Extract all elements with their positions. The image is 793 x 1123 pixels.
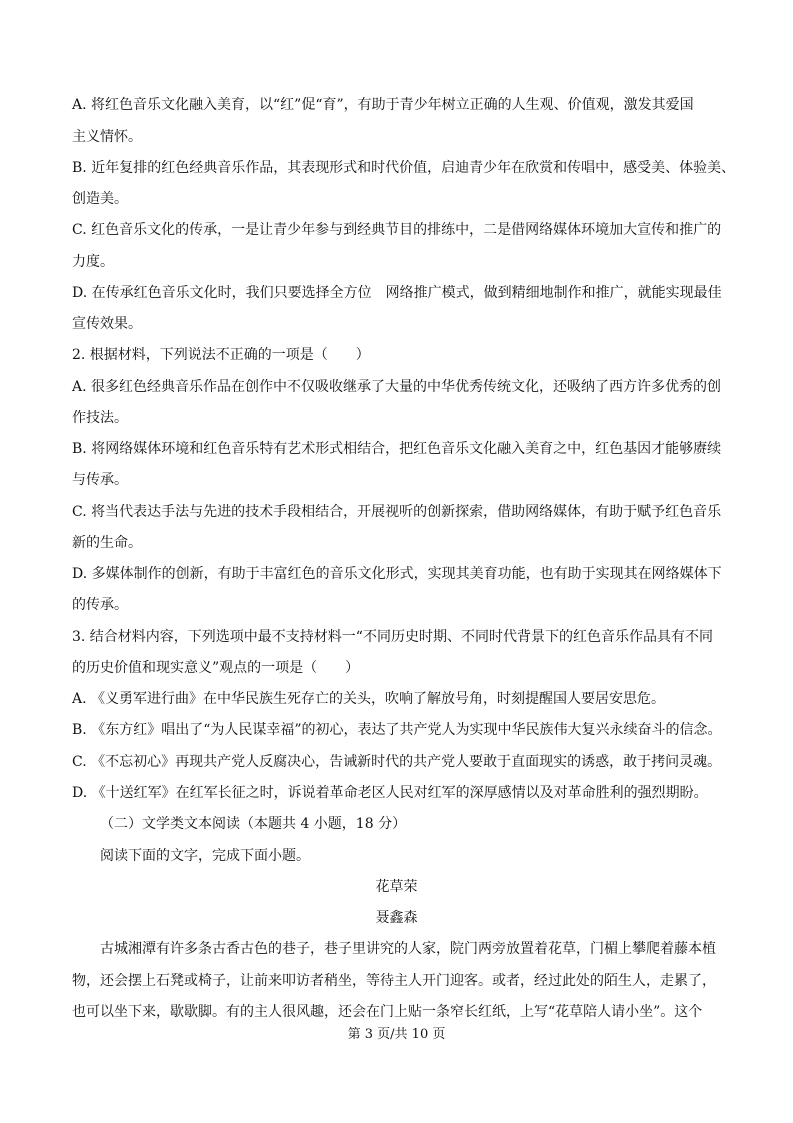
q3-option-a: A. 《义勇军进行曲》在中华民族生死存亡的关头，吹响了解放号角，时刻提醒国人要居安思危。 xyxy=(72,691,666,707)
story-paragraph-line2: 物，还会摆上石凳或椅子，让前来叩访者稍坐，等待主人开门迎客。或者，经过此处的陌生人，走累了， xyxy=(72,973,716,989)
q1-option-b-line2: 创造美。 xyxy=(72,191,128,207)
q3-stem-line2: 的历史价值和现实意义”观点的一项是（ ） xyxy=(72,660,360,676)
q2-stem: 2. 根据材料，下列说法不正确的一项是（ ） xyxy=(72,347,370,363)
q2-option-d-line1: D. 多媒体制作的创新，有助于丰富红色的音乐文化形式，实现其美育功能，也有助于实现其在网络媒体下 xyxy=(72,566,722,582)
story-title: 花草荣 xyxy=(375,879,418,895)
story-paragraph-line1: 古城湘潭有许多条古香古色的巷子，巷子里讲究的人家，院门两旁放置着花草，门楣上攀爬着藤本植 xyxy=(72,941,716,957)
q3-stem-line1: 3. 结合材料内容，下列选项中最不支持材料一“不同历史时期、不同时代背景下的红色音乐作品具有不同 xyxy=(72,629,713,645)
q1-option-d-line1: D. 在传承红色音乐文化时，我们只要选择全方位 网络推广模式，做到精细地制作和推广，就能实现最佳 xyxy=(72,285,722,301)
q1-option-c-line1: C. 红色音乐文化的传承，一是让青少年参与到经典节目的排练中，二是借网络媒体环境加大宣传和推广的 xyxy=(72,222,722,238)
q2-option-c-line2: 新的生命。 xyxy=(72,535,142,551)
q2-option-d-line2: 的传承。 xyxy=(72,597,128,613)
q1-option-b-line1: B. 近年复排的红色经典音乐作品，其表现形式和时代价值，启迪青少年在欣赏和传唱中，感受美、体验美、 xyxy=(72,160,736,176)
section-heading: （二）文学类文本阅读（本题共 4 小题，18 分） xyxy=(100,816,407,832)
section-instruction: 阅读下面的文字，完成下面小题。 xyxy=(100,848,310,864)
q3-option-d: D. 《十送红军》在红军长征之时，诉说着革命老区人民对红军的深厚感情以及对革命胜利的强烈期盼。 xyxy=(72,785,708,801)
story-author: 聂鑫森 xyxy=(375,910,418,926)
q2-option-c-line1: C. 将当代表达手法与先进的技术手段相结合，开展视听的创新探索，借助网络媒体，有助于赋予红色音乐 xyxy=(72,504,722,520)
story-paragraph-line3: 也可以坐下来，歇歇脚。有的主人很风趣，还会在门上贴一条窄长红纸，上写“花草陪人请小坐”。这个 xyxy=(72,1004,703,1020)
q3-option-c: C. 《不忘初心》再现共产党人反腐决心，告诫新时代的共产党人要敢于直面现实的诱惑，敢于拷问灵魂。 xyxy=(72,754,722,770)
q2-option-b-line2: 与传承。 xyxy=(72,472,128,488)
q2-option-a-line1: A. 很多红色经典音乐作品在创作中不仅吸收继承了大量的中华优秀传统文化，还吸纳了西方许多优秀的创 xyxy=(72,379,722,395)
q2-option-a-line2: 作技法。 xyxy=(72,410,128,426)
q1-option-d-line2: 宣传效果。 xyxy=(72,316,142,332)
q1-option-a-line2: 主义情怀。 xyxy=(72,129,142,145)
q1-option-c-line2: 力度。 xyxy=(72,254,114,270)
q1-option-a-line1: A. 将红色音乐文化融入美育，以“红”促“育”，有助于青少年树立正确的人生观、价值观，激发其爱国 xyxy=(72,97,694,113)
q3-option-b: B. 《东方红》唱出了“为人民谋幸福”的初心，表达了共产党人为实现中华民族伟大复兴永续奋斗的信念。 xyxy=(72,722,722,738)
q2-option-b-line1: B. 将网络媒体环境和红色音乐特有艺术形式相结合，把红色音乐文化融入美育之中，红色基因才能够赓续 xyxy=(72,441,722,457)
page-number: 第 3 页/共 10 页 xyxy=(347,1027,446,1042)
